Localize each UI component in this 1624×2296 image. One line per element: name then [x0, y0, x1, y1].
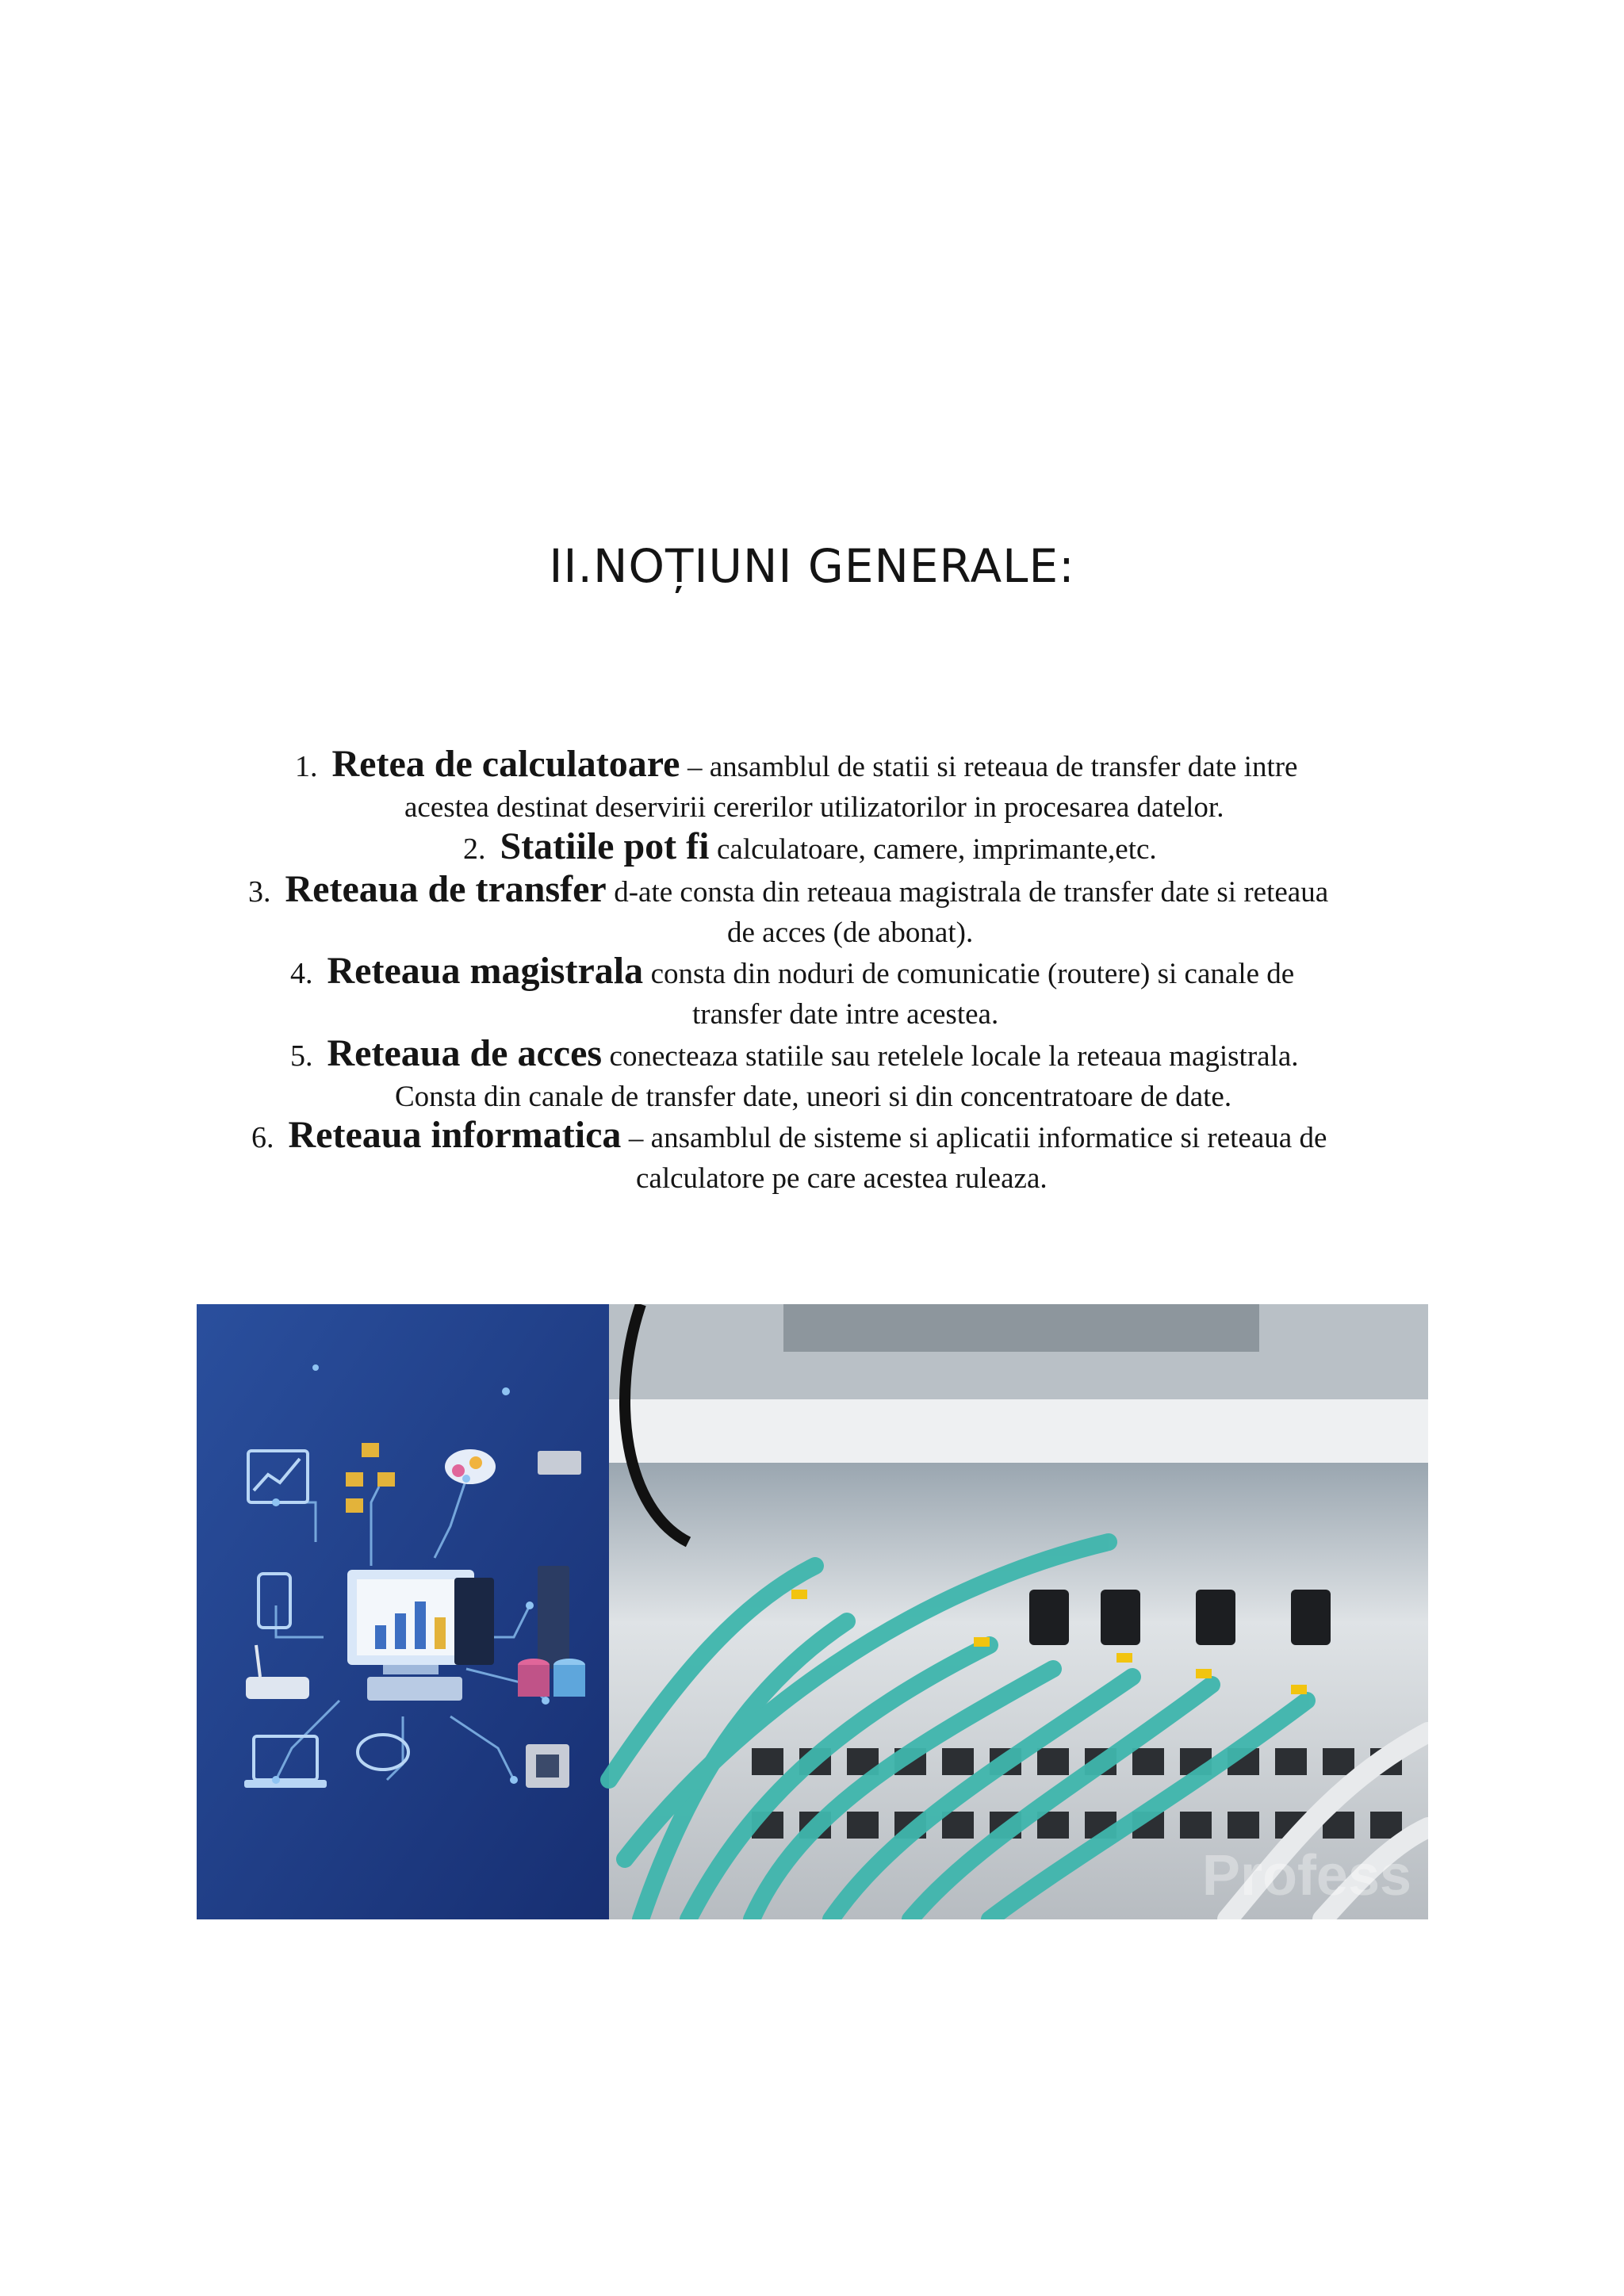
item-number: 6. — [251, 1121, 274, 1154]
item-description-cont: Consta din canale de transfer date, uneori si din concentratoare de date. — [395, 1081, 1232, 1113]
item-term: Reteaua magistrala — [327, 950, 644, 992]
item-number: 1. — [295, 750, 318, 783]
item-description: – ansamblul de statii si reteaua de transfer date intre — [687, 751, 1298, 783]
item-description-cont: calculatore pe care acestea ruleaza. — [636, 1162, 1048, 1195]
item-term: Reteaua informatica — [288, 1114, 622, 1156]
item-term: Reteaua de acces — [327, 1032, 603, 1074]
tower-icon — [454, 1578, 494, 1665]
network-illustration — [197, 1304, 1428, 1919]
item-number: 5. — [290, 1039, 313, 1073]
cloud-icon — [445, 1449, 496, 1484]
network-diagram-panel — [197, 1304, 609, 1919]
item-description: calculatoare, camere, imprimante,etc. — [716, 833, 1157, 866]
network-figure — [197, 1304, 1428, 1919]
page-title: II.NOȚIUNI GENERALE: — [549, 539, 1075, 593]
item-term: Reteaua de transfer — [285, 868, 607, 910]
patch-panel-photo — [609, 1304, 1428, 1919]
watermark-text: Profess — [1201, 1844, 1412, 1908]
chip-icon — [526, 1744, 569, 1788]
item-description-cont: de acces (de abonat). — [727, 916, 974, 949]
item-description-cont: transfer date intre acestea. — [692, 998, 999, 1031]
item-description: consta din noduri de comunicatie (routere) si canale de — [650, 958, 1295, 990]
item-number: 2. — [463, 832, 486, 866]
item-number: 4. — [290, 957, 313, 990]
item-term: Statiile pot fi — [500, 825, 710, 867]
item-term: Retea de calculatoare — [331, 743, 680, 785]
item-description: – ansamblul de sisteme si aplicatii informatice si reteaua de — [628, 1122, 1327, 1154]
item-number: 3. — [248, 875, 271, 909]
item-description: d-ate consta din reteaua magistrala de transfer date si reteaua — [614, 876, 1329, 909]
item-description-cont: acestea destinat deservirii cererilor utilizatorilor in procesarea datelor. — [404, 791, 1224, 824]
item-description: conecteaza statiile sau retelele locale la reteaua magistrala. — [609, 1040, 1299, 1073]
